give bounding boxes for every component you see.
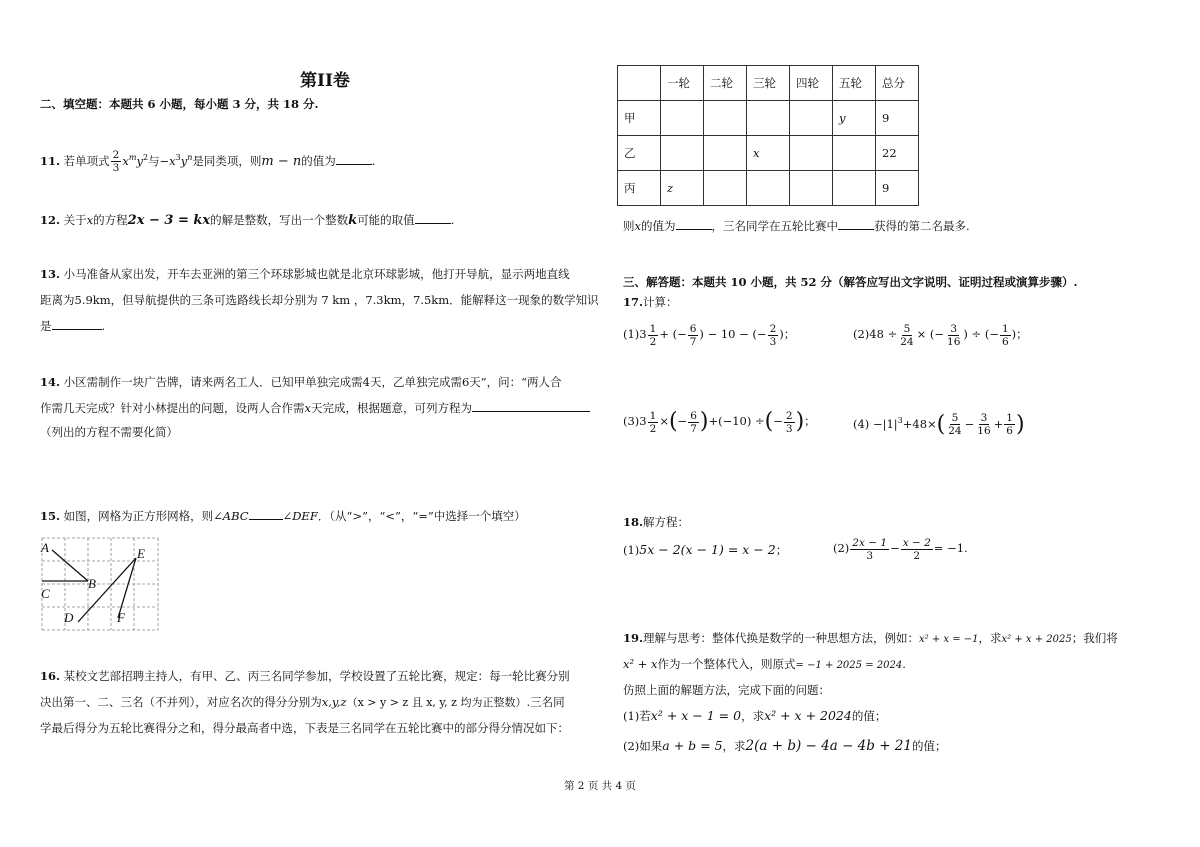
- label-D: D: [64, 610, 74, 625]
- q19-line2: x² + x作为一个整体代入，则原式= −1 + 2025 = 2024.: [623, 657, 906, 671]
- label-B: B: [88, 576, 96, 591]
- q17-part-3: (3)3 $\frac{1}{2}$ ×(− $\frac{6}{7}$ )+(−10) ÷(− $\frac{2}{3}$ )；: [623, 409, 816, 435]
- header-round-2: 二轮: [704, 66, 747, 101]
- q12-answer-blank: [415, 211, 451, 224]
- q14-line3: （列出的方程不需要化简）: [40, 425, 178, 439]
- q11-answer-blank: [336, 152, 372, 165]
- section-title: 第II卷: [300, 71, 350, 91]
- q14-answer-blank: [472, 399, 590, 412]
- header-total: 总分: [876, 66, 919, 101]
- q16-x-blank: [676, 217, 712, 230]
- label-E: E: [137, 546, 145, 561]
- q13-line2: 距离为5.9km，但导航提供的三条可选路线长却分别为 7 km ，7.3km，7.5km．能解释这一现象的数学知识: [40, 293, 599, 307]
- header-round-1: 一轮: [661, 66, 704, 101]
- question-16: 16. 某校文艺部招聘主持人，有甲、乙、丙三名同学参加，学校设置了五轮比赛，规定：每一轮比赛分别: [40, 669, 570, 683]
- q15-answer-blank: [249, 507, 283, 520]
- q16-answer-line: 则x的值为 ，三名同学在五轮比赛中 获得的第二名最多.: [623, 219, 970, 233]
- question-17: 17.计算：: [623, 295, 678, 309]
- label-F: F: [117, 610, 125, 625]
- question-18: 18.解方程：: [623, 515, 690, 529]
- q19-part-2: (2)如果a + b = 5，求2(a + b) − 4a − 4b + 21的值；: [623, 738, 947, 754]
- table-row: 甲 y 9: [618, 101, 919, 136]
- header-round-3: 三轮: [747, 66, 790, 101]
- grid-angle-figure: [40, 536, 170, 634]
- header-round-4: 四轮: [790, 66, 833, 101]
- q14-number: 14.: [40, 375, 61, 389]
- header-round-5: 五轮: [833, 66, 876, 101]
- score-table: [617, 65, 919, 206]
- q11-text-pre: 若单项式: [63, 153, 110, 168]
- q13-answer-blank: [52, 317, 102, 330]
- q11-number: 11.: [40, 153, 61, 168]
- q18-part-2: (2) $\frac{2x - 1}{3}$ − $\frac{x - 2}{2}$ = −1.: [833, 536, 968, 562]
- q19-line3: 仿照上面的解题方法，完成下面的问题：: [623, 683, 830, 697]
- q11-fraction: $\frac{2}{3}$: [112, 149, 120, 175]
- q18-part-1: (1)5x − 2(x − 1) = x − 2；: [623, 542, 788, 557]
- q12-number: 12.: [40, 213, 61, 227]
- q16-line2: 决出第一、二、三名（不并列），对应名次的得分分别为x,y,z（x > y > z 且 x, y, z 均为正整数）.三名同: [40, 695, 565, 709]
- table-row: 乙 x 22: [618, 136, 919, 171]
- q17-part-4: $(4) -|1|^3+48\times$( $\frac{5}{24}$ − $\frac{3}{16}$ + $\frac{1}{6}$ ): [853, 411, 1025, 438]
- q17-part-1: (1)3 $\frac{1}{2}$ + (− $\frac{6}{7}$ ) − 10 − (− $\frac{2}{3}$ )；: [623, 322, 796, 348]
- q16-line3: 学最后得分为五轮比赛得分之和，得分最高者中选，下表是三名同学在五轮比赛中的部分得分情况如下：: [40, 721, 569, 735]
- q19-part-1: (1)若x² + x − 1 = 0，求x² + x + 2024的值；: [623, 708, 887, 723]
- page-footer: 第 2 页 共 4 页: [563, 780, 637, 792]
- label-A: A: [41, 540, 49, 555]
- label-C: C: [41, 586, 50, 601]
- q15-number: 15.: [40, 509, 61, 523]
- q16-number: 16.: [40, 669, 61, 683]
- score-table-header: [618, 66, 919, 101]
- question-14: 14. 小区需制作一块广告牌，请来两名工人．已知甲单独完成需4天，乙单独完成需6天”，问：“两人合: [40, 375, 562, 389]
- table-row: 丙 z 9: [618, 171, 919, 206]
- q14-line2: 作需几天完成？针对小林提出的问题，设两人合作需x天完成，根据题意，可列方程为: [40, 398, 590, 418]
- q13-number: 13.: [40, 267, 61, 281]
- question-11: 11. 若单项式 $\frac{2}{3}$ $x^my^2$与$-x^3y^n$是同类项，则m − n的值为 .: [40, 149, 376, 175]
- question-13: 13. 小马准备从家出发，开车去亚洲的第三个环球影城也就是北京环球影城，他打开导航，显示两地直线: [40, 267, 570, 281]
- question-12: 12. 关于x的方程2x − 3 = kx的解是整数，写出一个整数k可能的取值 .: [40, 213, 455, 228]
- q16-name-blank: [838, 217, 874, 230]
- part3-header: 三、解答题：本题共 10 小题，共 52 分（解答应写出文字说明、证明过程或演算步骤）.: [623, 275, 1078, 289]
- q17-part-2: (2)48 ÷ $\frac{5}{24}$ × (− $\frac{3}{16}$ ) ÷ (− $\frac{1}{6}$ )；: [853, 322, 1028, 348]
- part2-header: 二、填空题：本题共 6 小题，每小题 3 分，共 18 分.: [40, 97, 319, 111]
- question-19: 19.理解与思考：整体代换是数学的一种思想方法，例如：x² + x = −1，求x² + x + 2025；我们将: [623, 631, 1118, 645]
- question-15: 15. 如图，网格为正方形网格，则∠ABC ∠DEF．（从“>”，“<”，“=”中选择一个填空）: [40, 509, 526, 523]
- q13-line3: 是 .: [40, 319, 106, 333]
